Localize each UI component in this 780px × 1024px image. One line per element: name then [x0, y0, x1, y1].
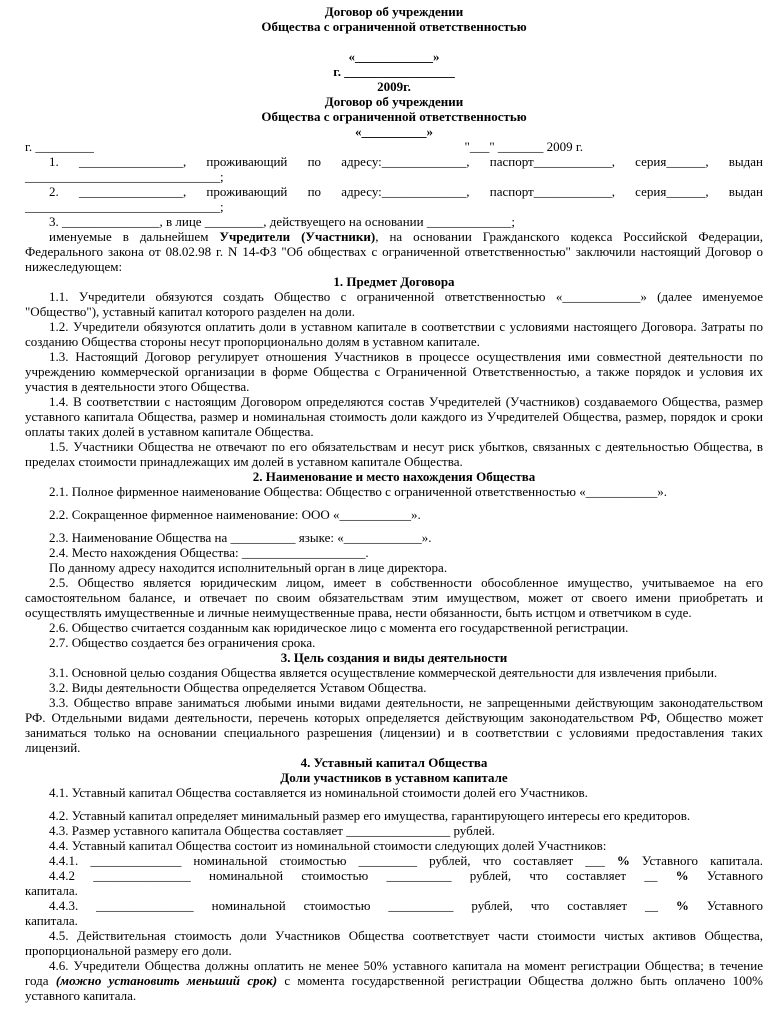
- text-segment: с момента государственной регистрации Общества должно быть оплачено 100% уставного капитала.: [25, 973, 763, 1003]
- heading: г. _________________: [333, 64, 455, 79]
- paragraph: 3.2. Виды деятельности Общества определяется Уставом Общества.: [49, 680, 427, 695]
- paragraph: капитала.: [25, 883, 78, 898]
- paragraph: [25, 898, 763, 913]
- paragraph: 4.5. Действительная стоимость доли Участников Общества соответствует части стоимости чистых активов Общества, пропорциональной размеру его доли.: [25, 928, 763, 958]
- text-segment: (можно установить меньший срок): [55, 973, 278, 988]
- spacer: [25, 34, 763, 49]
- heading: Общества с ограниченной ответственностью: [261, 109, 527, 124]
- text-segment: 4.6. Учредители Общества должны оплатить не менее 50% уставного капитала на момент регистрации Общества; в течение года: [25, 958, 763, 988]
- text-segment: Уставного: [688, 898, 763, 913]
- paragraph: капитала.: [25, 913, 78, 928]
- paragraph: По данному адресу находится исполнительный орган в лице директора.: [49, 560, 448, 575]
- paragraph: 3.1. Основной целью создания Общества является осуществление коммерческой деятельности для извлечения прибыли.: [49, 665, 718, 680]
- paragraph: [25, 958, 763, 1003]
- paragraph: 2.6. Общество считается созданным как юридическое лицо с момента его государственной регистрации.: [49, 620, 629, 635]
- text-segment: %: [616, 853, 630, 868]
- text-segment: 4.4.3. _______________ номинальной стоимостью __________ рублей, что составляет __: [49, 898, 676, 913]
- text-segment: Уставного: [688, 868, 763, 883]
- paragraph: 4.1. Уставный капитал Общества составляется из номинальной стоимости долей его Участников.: [49, 785, 588, 800]
- text-segment: Уставного капитала.: [629, 853, 763, 868]
- paragraph: ______________________________;: [25, 169, 224, 184]
- paragraph: 3. _______________, в лице _________, действуещего на основании _____________;: [49, 214, 515, 229]
- city-blank-field: г. _________: [25, 139, 94, 154]
- paragraph: 2.7. Общество создается без ограничения срока.: [49, 635, 316, 650]
- heading: «____________»: [348, 49, 440, 64]
- heading: 1. Предмет Договора: [333, 274, 455, 289]
- paragraph: 2.3. Наименование Общества на __________ языке: «____________».: [49, 530, 432, 545]
- heading: Общества с ограниченной ответственностью: [261, 19, 527, 34]
- paragraph: 2.1. Полное фирменное наименование Общества: Общество с ограниченной ответственностью «___________».: [49, 484, 667, 499]
- paragraph: [25, 868, 763, 883]
- heading: «__________»: [355, 124, 433, 139]
- heading: Договор об учреждении: [324, 4, 464, 19]
- paragraph: [25, 853, 763, 868]
- heading: 2. Наименование и место нахождения Общества: [252, 469, 536, 484]
- text-segment: именуемые в дальнейшем: [49, 229, 220, 244]
- paragraph: 4.4. Уставный капитал Общества состоит из номинальной стоимости следующих долей Участников:: [49, 838, 607, 853]
- paragraph: 2.2. Сокращенное фирменное наименование: ООО «___________».: [49, 507, 421, 522]
- paragraph: 1.5. Участники Общества не отвечают по его обязательствам и несут риск убытков, связанных с деятельностью Общества, в пределах стоимости принадлежащих им долей в уставном капитале Общества.: [25, 439, 763, 469]
- paragraph: 3.3. Общество вправе заниматься любыми иными видами деятельности, не запрещенными действующим законодательством РФ. Отдельными видами деятельности, перечень которых определяется действующим законодательством РФ, Общество может заниматься только на основании специального разрешения (лицензии) и в соответствии с условиями предоставления таких лицензий.: [25, 695, 763, 755]
- paragraph: 1.4. В соответствии с настоящим Договором определяются состав Учредителей (Участников) создаваемого Общества, размер уставного капитала Общества, размер и номинальная стоимость доли каждого из Учредителей Общества, размер, порядок и сроки оплаты таких долей в уставном капитале Общества.: [25, 394, 763, 439]
- paragraph: 1.1. Учредители обязуются создать Общество с ограниченной ответственностью «____________» (далее именуемое "Общество"), уставный капитал которого разделен на доли.: [25, 289, 763, 319]
- paragraph: ______________________________;: [25, 199, 224, 214]
- heading: Доли участников в уставном капитале: [280, 770, 508, 785]
- paragraph: 1. ________________, проживающий по адресу:_____________, паспорт____________, серия______, выдан: [49, 154, 763, 169]
- heading: 4. Уставный капитал Общества: [300, 755, 488, 770]
- text-segment: %: [675, 898, 689, 913]
- text-segment: 4.4.2 _______________ номинальной стоимостью __________ рублей, что составляет __: [49, 868, 676, 883]
- paragraph: 2.5. Общество является юридическим лицом, имеет в собственности обособленное имущество, учитываемое на его самостоятельном балансе, и отвечает по своим обязательствам этим имуществом, может от своего имени приобретать и осуществлять имущественные и личные неимущественные права, нести обязанности, быть истцом и ответчиком в суде.: [25, 575, 763, 620]
- spacer: [25, 499, 763, 507]
- spacer: [25, 800, 763, 808]
- paragraph: 1.3. Настоящий Договор регулирует отношения Участников в процессе осуществления ими совместной деятельности по учреждению коммерческой организации в форме Общества с Ограниченной Ответственностью, а также порядок и условия их участия в деятельности этого Общества.: [25, 349, 763, 394]
- date-line: [25, 139, 763, 154]
- text-segment: 4.4.1. ______________ номинальной стоимостью _________ рублей, что составляет ___: [49, 853, 617, 868]
- heading: Договор об учреждении: [324, 94, 464, 109]
- paragraph: 4.3. Размер уставного капитала Общества составляет ________________ рублей.: [49, 823, 495, 838]
- spacer: [25, 522, 763, 530]
- text-segment: Учредители (Участники): [219, 229, 376, 244]
- text-segment: , на основании Гражданского кодекса Российской Федерации, Федерального закона от 08.02.98 г. N 14-ФЗ "Об обществах с ограниченной ответственностью" заключили настоящий Договор о нижеследующем:: [25, 229, 763, 274]
- paragraph: 2. ________________, проживающий по адресу:_____________, паспорт____________, серия______, выдан: [49, 184, 763, 199]
- text-segment: %: [675, 868, 689, 883]
- heading: 2009г.: [377, 79, 411, 94]
- paragraph: [25, 229, 763, 274]
- paragraph: 4.2. Уставный капитал определяет минимальный размер его имущества, гарантирующего интересы его кредиторов.: [49, 808, 691, 823]
- paragraph: 1.2. Учредители обязуются оплатить доли в уставном капитале в соответствии с условиями настоящего Договора. Затраты по созданию Общества стороны несут пропорционально долям в уставном капитале.: [25, 319, 763, 349]
- date-blank-field: "___" _______ 2009 г.: [464, 139, 583, 154]
- heading: 3. Цель создания и виды деятельности: [280, 650, 508, 665]
- paragraph: 2.4. Место нахождения Общества: ___________________.: [49, 545, 369, 560]
